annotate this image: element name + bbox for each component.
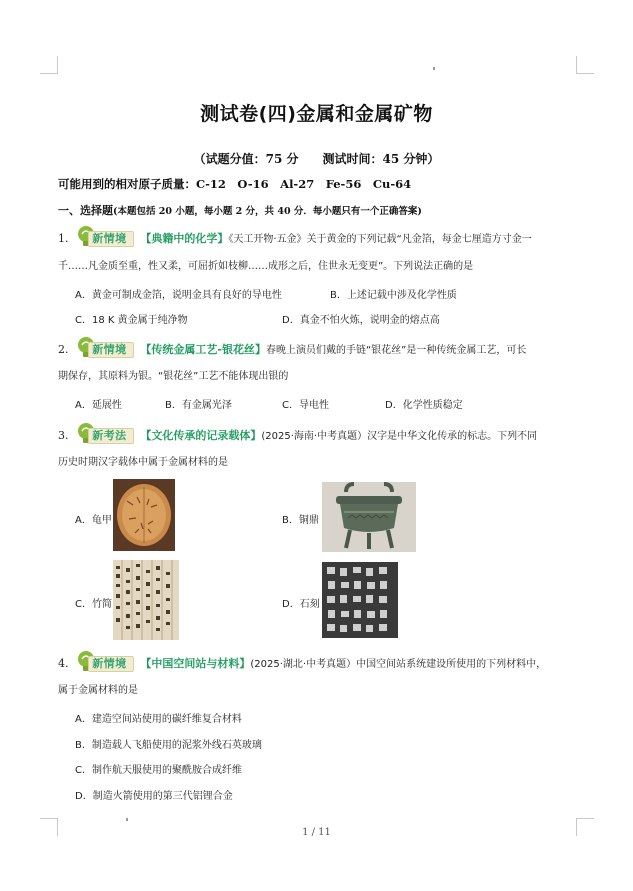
question-number: 4. <box>58 657 69 670</box>
question-text-line: 历史时期汉字载体中属于金属材料的是 <box>58 457 228 468</box>
exam-info: （试题分值：75 分 测试时间：45 分钟） <box>193 152 440 166</box>
badge <box>77 229 135 249</box>
option-a[interactable]: A．延展性 <box>75 400 122 411</box>
question-2 <box>58 340 526 360</box>
question-number: 1. <box>58 232 69 245</box>
topic-tag: 【文化传承的记录载体】 <box>140 429 262 442</box>
question-text: (2025·湖北·中考真题）中国空间站系统建设所使用的下列材料中， <box>250 659 547 670</box>
option-c[interactable]: C．制作航天服使用的聚酰胺合成纤维 <box>75 765 242 776</box>
question-text-line: 千……凡金质至重，性又柔，可屈折如枝柳……成形之后，住世永无变更”。下列说法正确的是 <box>58 261 474 272</box>
question-text-line: 期保存，其原料为银。“银花丝”工艺不能体现出银的 <box>58 371 289 382</box>
question-number: 3. <box>58 429 69 442</box>
question-text: (2025·海南·中考真题）汉字是中华文化传承的标志。下列不同 <box>261 431 538 442</box>
section-heading <box>58 202 422 218</box>
question-text-line: 属于金属材料的是 <box>58 685 138 696</box>
option-d[interactable]: D．化学性质稳定 <box>385 400 463 411</box>
question-4 <box>58 654 546 674</box>
stone-carving-image[interactable] <box>322 562 398 638</box>
option-b[interactable]: B．制造载人飞船使用的泥浆外线石英玻璃 <box>75 740 262 751</box>
topic-tag: 【典籍中的化学】 <box>140 232 229 245</box>
badge-label: 新考法 <box>92 429 127 442</box>
topic-tag: 【中国空间站与材料】 <box>140 657 251 670</box>
question-text: 《天工开物·五金》关于黄金的下列记载“凡金箔，每金七厘造方寸金一 <box>228 234 532 245</box>
corner-mark-top-left <box>40 56 58 74</box>
option-b[interactable]: B．铜鼎 <box>282 515 319 526</box>
badge-label: 新情境 <box>92 657 127 670</box>
badge <box>77 426 135 446</box>
badge <box>77 340 135 360</box>
question-number: 2. <box>58 343 69 356</box>
scan-dot <box>433 67 435 70</box>
option-c[interactable]: C．竹简 <box>75 599 112 610</box>
topic-tag: 【传统金属工艺-银花丝】 <box>140 343 266 356</box>
option-c[interactable]: C．18 K 黄金属于纯净物 <box>75 315 188 326</box>
question-3 <box>58 426 537 446</box>
option-a[interactable]: A．黄金可制成金箔，说明金具有良好的导电性 <box>75 290 282 301</box>
corner-mark-top-right <box>576 56 594 74</box>
option-d[interactable]: D．制造火箭使用的第三代铝锂合金 <box>75 791 233 802</box>
scan-dot <box>126 818 128 821</box>
option-b[interactable]: B．上述记载中涉及化学性质 <box>330 290 457 301</box>
section-note: (本题包括 20 小题，每小题 2 分，共 40 分．每小题只有一个正确答案) <box>113 206 422 217</box>
option-b[interactable]: B．有金属光泽 <box>165 400 232 411</box>
page-number: 1 / 11 <box>302 827 331 838</box>
page-title: 测试卷(四)金属和金属矿物 <box>200 103 433 125</box>
option-a[interactable]: A．建造空间站使用的碳纤维复合材料 <box>75 714 242 725</box>
atomic-masses: 可能用到的相对原子质量：C-12 O-16 Al-27 Fe-56 Cu-64 <box>58 177 412 191</box>
bronze-ding-image[interactable] <box>322 482 416 552</box>
badge-label: 新情境 <box>92 232 127 245</box>
option-d[interactable]: D．真金不怕火炼，说明金的熔点高 <box>282 315 440 326</box>
option-c[interactable]: C．导电性 <box>282 400 329 411</box>
option-d[interactable]: D．石刻 <box>282 599 320 610</box>
badge <box>77 654 135 674</box>
badge-label: 新情境 <box>92 343 127 356</box>
option-a[interactable]: A．龟甲 <box>75 515 112 526</box>
question-1 <box>58 229 532 249</box>
section-title: 一、选择题 <box>58 204 113 217</box>
bamboo-slips-image[interactable] <box>113 560 179 640</box>
question-text: 春晚上演员们戴的手链“银花丝”是一种传统金属工艺，可长 <box>265 345 527 356</box>
turtle-shell-image[interactable] <box>113 479 175 551</box>
